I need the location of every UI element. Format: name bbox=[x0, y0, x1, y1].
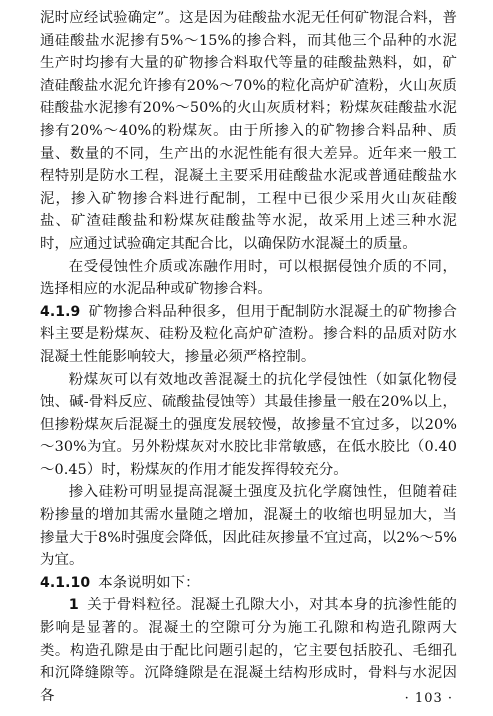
section-4-1-9 bbox=[40, 301, 457, 369]
list-item-aggregate-size bbox=[40, 594, 457, 707]
section-text: 矿物掺合料品种很多，但用于配制防水混凝土的矿物掺合料主要是粉煤灰、硅粉及粒化高炉矿渣粉。掺合料的品质对防水混凝土性能影响较大，掺量必须严格控制。 bbox=[40, 303, 457, 365]
section-text: 本条说明如下： bbox=[98, 574, 200, 591]
paragraph-corrosion-media: 在受侵蚀性介质或冻融作用时，可以根据侵蚀介质的不同，选择相应的水泥品种或矿物掺合料。 bbox=[40, 258, 457, 298]
paragraph-fly-ash: 粉煤灰可以有效地改善混凝土的抗化学侵蚀性（如氯化物侵蚀、碱-骨料反应、硫酸盐侵蚀等）其最佳掺量一般在20%以上，但掺粉煤灰后混凝土的强度发展较慢，故掺量不宜过多，以20%～30%为宜。另外粉煤灰对水胶比非常敏感，在低水胶比（0.40～0.45）时，粉煤灰的作用才能发挥得较充分。 bbox=[40, 371, 457, 478]
page-number: · 103 · bbox=[404, 691, 453, 706]
section-number: 4.1.9 bbox=[40, 303, 81, 320]
item-number: 1 bbox=[68, 597, 79, 614]
item-text: 关于骨料粒径。混凝土孔隙大小，对其本身的抗渗性能的影响是显著的。混凝土的空隙可分为施工孔隙和构造孔隙两大类。构造孔隙是由于配比问题引起的，它主要包括胶孔、毛细孔和沉降缝隙等。沉降缝隙是在混凝土结构形成时，骨料与水泥因各 bbox=[40, 597, 457, 704]
section-number: 4.1.10 bbox=[40, 574, 91, 591]
paragraph-cement-types: 泥时应经试验确定”。这是因为硅酸盐水泥无任何矿物混合料，普通硅酸盐水泥掺有5%～15%的掺合料，而其他三个品种的水泥生产时均掺有大量的矿物掺合料取代等量的硅酸盐熟料，如，矿渣硅酸盐水泥允许掺有20%～70%的粒化高炉矿渣粉，火山灰质硅酸盐水泥掺有20%～50%的火山灰质材料；粉煤灰硅酸盐水泥掺有20%～40%的粉煤灰。由于所掺入的矿物掺合料品种、质量、数量的不同，生产出的水泥性能有很大差异。近年来一般工程特别是防水工程，混凝土主要采用硅酸盐水泥或普通硅酸盐水泥，掺入矿物掺合料进行配制，工程中已很少采用火山灰硅酸盐、矿渣硅酸盐和粉煤灰硅酸盐等水泥，故采用上述三种水泥时，应通过试验确定其配合比，以确保防水混凝土的质量。 bbox=[40, 10, 457, 252]
paragraph-silica-fume: 掺入硅粉可明显提高混凝土强度及抗化学腐蚀性，但随着硅粉掺量的增加其需水量随之增加，混凝土的收缩也明显加大，当掺量大于8%时强度会降低，因此硅灰掺量不宜过高，以2%～5%为宜。 bbox=[40, 484, 457, 569]
section-4-1-10 bbox=[40, 572, 457, 595]
